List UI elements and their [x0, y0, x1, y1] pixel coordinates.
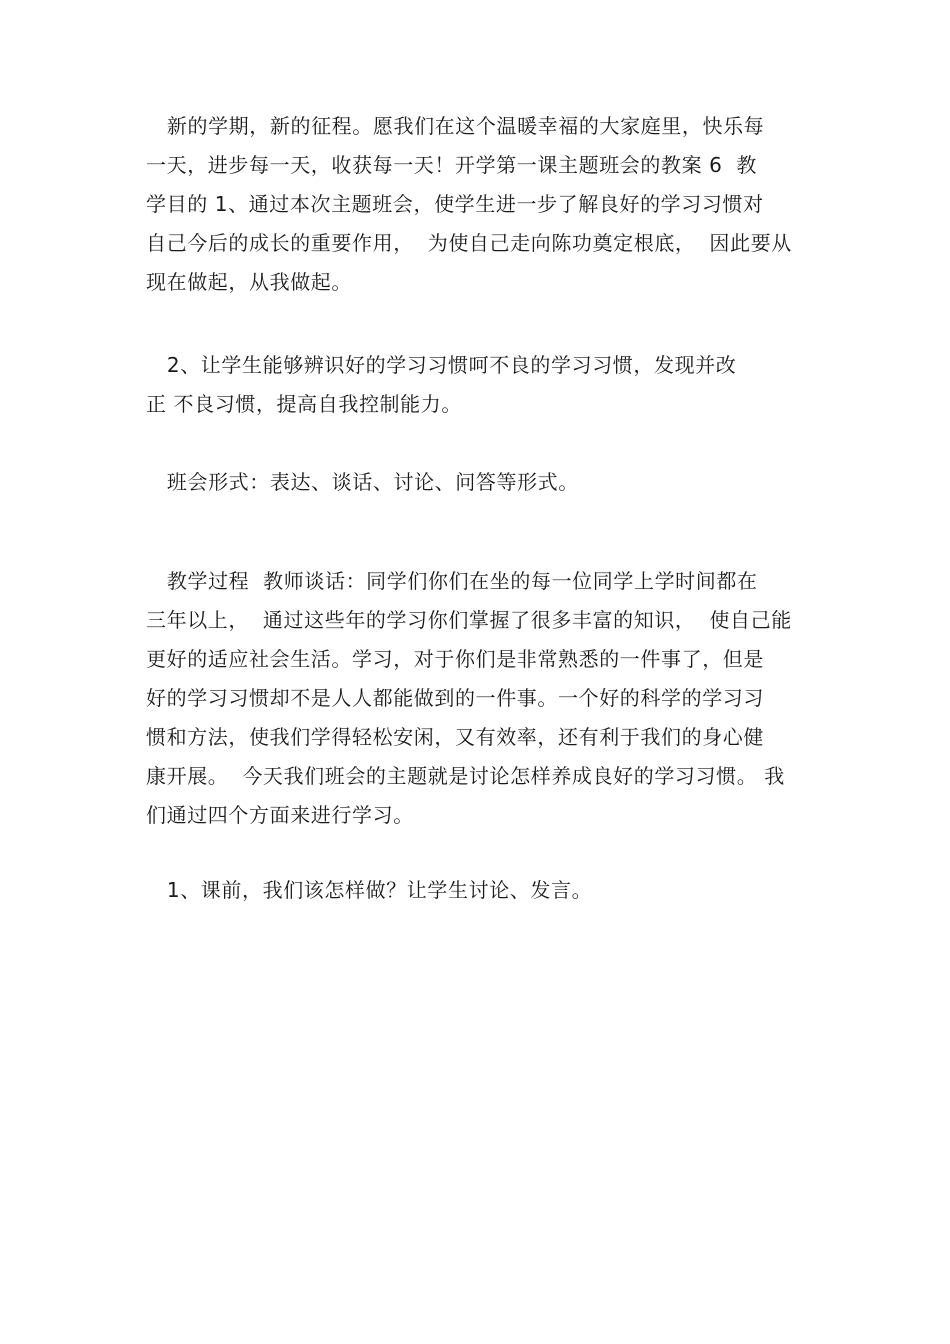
paragraph-4-line-1: 教学过程 教师谈话：同学们你们在坐的每一位同学上学时间都在 [146, 569, 758, 593]
paragraph-4-line-3: 更好的适应社会生活。学习，对于你们是非常熟悉的一件事了，但是 [146, 647, 764, 671]
paragraph-1-line-5: 现在做起，从我做起。 [146, 270, 352, 294]
paragraph-4-line-6: 康开展。 今天我们班会的主题就是讨论怎样养成良好的学习习惯。 我 [146, 764, 785, 788]
paragraph-2-line-1: 2、让学生能够辨识好的学习习惯呵不良的学习习惯，发现并改 [146, 353, 737, 377]
paragraph-4-line-4: 好的学习习惯却不是人人都能做到的一件事。一个好的科学的学习习 [146, 686, 764, 710]
paragraph-1-line-3: 学目的 1、通过本次主题班会，使学生进一步了解良好的学习习惯对 [146, 192, 764, 216]
paragraph-2-line-2: 正 不良习惯，提高自我控制能力。 [146, 392, 462, 416]
paragraph-4-line-2: 三年以上， 通过这些年的学习你们掌握了很多丰富的知识， 使自己能 [146, 608, 792, 632]
paragraph-5-line-1: 1、课前，我们该怎样做？让学生讨论、发言。 [146, 878, 593, 902]
paragraph-1-line-1: 新的学期，新的征程。愿我们在这个温暖幸福的大家庭里，快乐每 [146, 114, 765, 138]
paragraph-1-line-2: 一天，进步每一天，收获每一天！开学第一课主题班会的教案 6 教 [146, 153, 757, 177]
paragraph-4-line-5: 惯和方法，使我们学得轻松安闲，又有效率，还有利于我们的身心健 [146, 725, 764, 749]
paragraph-3-line-1: 班会形式：表达、谈话、讨论、问答等形式。 [146, 470, 579, 494]
paragraph-1-line-4: 自己今后的成长的重要作用， 为使自己走向陈功奠定根底， 因此要从 [146, 231, 792, 255]
paragraph-4-line-7: 们通过四个方面来进行学习。 [146, 803, 414, 827]
